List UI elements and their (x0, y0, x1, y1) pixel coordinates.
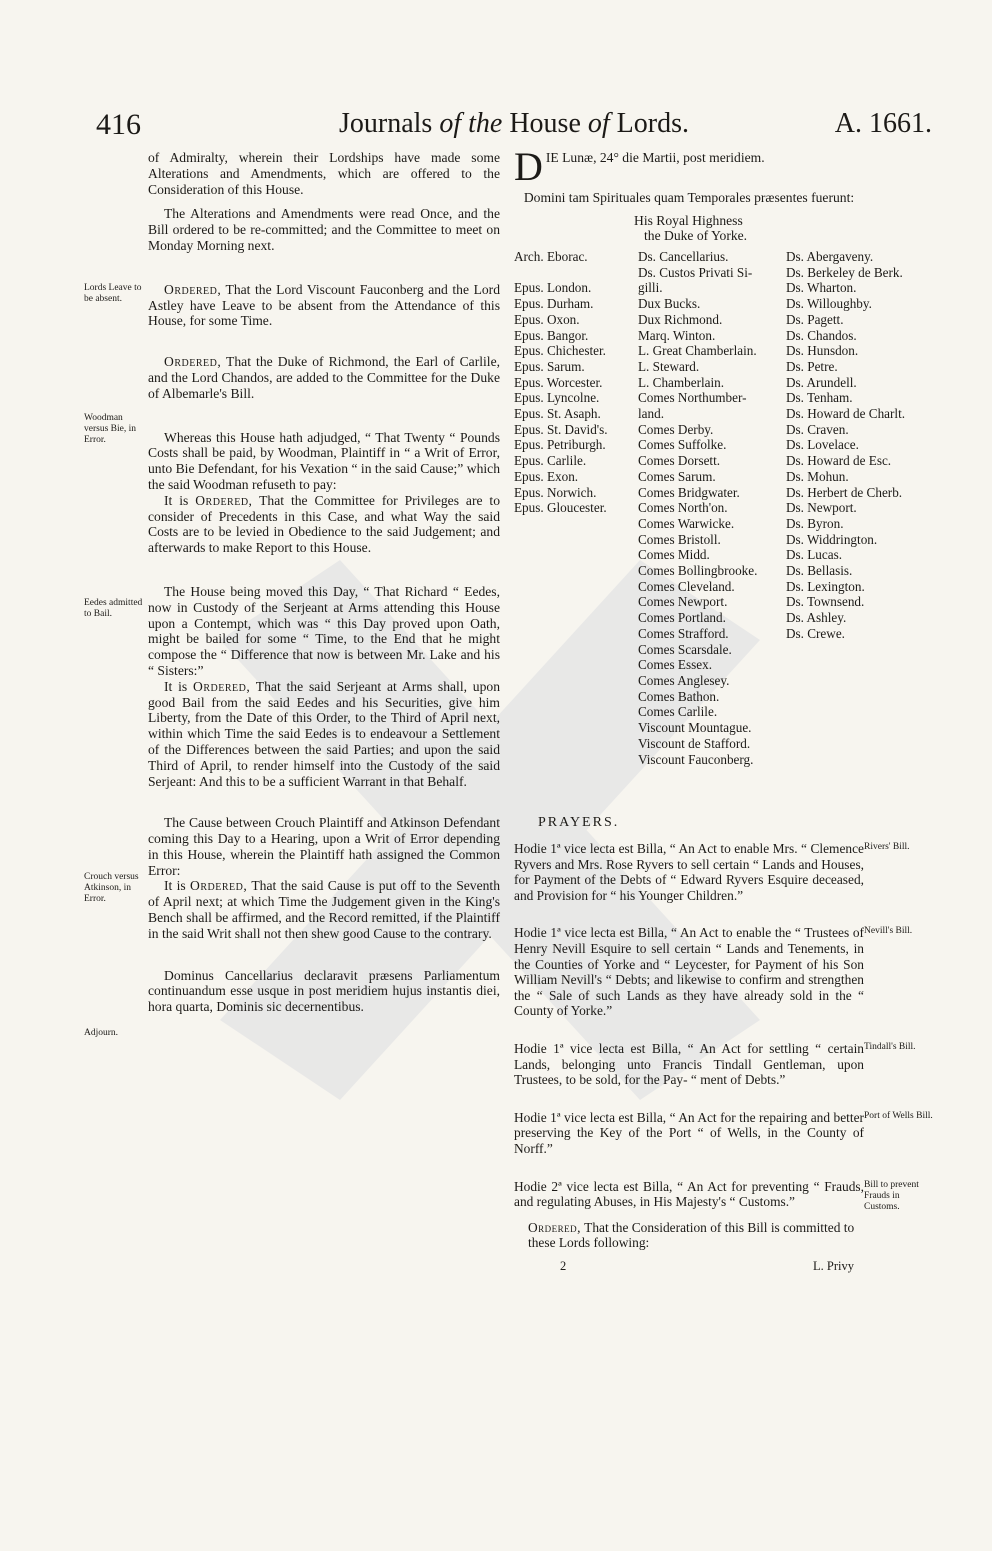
paragraph-text: That the Committee for Privileges are to consider of Precedents in this Case, and what Way the said Costs are to be levied in Obedience to the said Judgement; and afterwards to make Report to this House. (148, 492, 501, 556)
lord-entry: Viscount Mountague. (638, 720, 752, 736)
present-line: Domini tam Spirituales quam Temporales præsentes fuerunt: (523, 190, 855, 205)
title-part: Journals (339, 108, 440, 139)
lord-entry: Comes Cleveland. (638, 578, 735, 594)
ordered-label: Ordered, (190, 878, 248, 894)
page-header (96, 108, 932, 142)
lord-entry: Epus. Norwich. (514, 484, 597, 500)
lord-entry: Marq. Winton. (638, 327, 716, 343)
lord-entry: Ds. Petre. (786, 358, 838, 374)
lord-entry: Ds. Townsend. (786, 594, 865, 610)
lord-entry: Epus. Carlile. (514, 453, 587, 469)
signature-mark: 2 (560, 1258, 567, 1273)
paragraph: The Cause between Crouch Plaintiff and Atkinson Defendant coming this Day to a Hearing, upon a Writ of Error depending in this House, wherein the Plaintiff hath assigned the Common Error: (148, 815, 500, 878)
lord-entry: Arch. Eborac. (514, 249, 588, 264)
lord-entry: Comes Bathon. (638, 688, 720, 704)
lord-entry: Epus. Lyncolne. (514, 390, 600, 406)
bill-text: Hodie 1ª vice lecta est Billa, “ An Act to enable Mrs. “ Clemence Ryvers and Mrs. Rose Ryvers to sell certain “ Lands and Houses, for Payment of the Debts of “ Edward Ryvers Esquire deceased, and Provision for “ his Younger Children.” (514, 841, 864, 903)
paragraph-text: That the Lord Viscount Fauconberg and the Lord Astley have Leave to be absent from the Attendance of this House, for some Time. (148, 281, 500, 329)
lord-entry: Ds. Tenham. (786, 390, 853, 406)
title-part: of (587, 108, 617, 139)
lord-entry: Comes Midd. (638, 547, 710, 563)
bill-text: Hodie 1ª vice lecta est Billa, “ An Act to enable the “ Trustees of Henry Nevill Esquire to sell certain “ Lands and Tenements, in the Counties of Yorke and “ Leycester, for Payment of his Son William Nevill's “ Debts; and likewise to confirm and strengthen the “ Sale of such Lands as they have already sold in the “ County of Yorke.” (514, 925, 864, 1019)
lord-entry: Ds. Lexington. (786, 578, 865, 594)
lord-entry: Comes Northumber- (638, 390, 747, 406)
ordered-label: Ordered, (164, 354, 222, 370)
paragraph (148, 679, 500, 790)
paragraph-text: That the Consideration of this Bill is committed to these Lords following: (528, 1219, 855, 1251)
lord-entry: Comes Bridgwater. (638, 484, 740, 500)
prayers-heading: PRAYERS. (538, 815, 620, 830)
bill-text: Hodie 1ª vice lecta est Billa, “ An Act for settling “ certain Lands, belonging unto Francis Tindall Gentleman, upon Trustees, to be sold, for the Pay- “ ment of Debts.” (514, 1040, 864, 1088)
bill-entry (514, 841, 864, 903)
catchword: L. Privy (813, 1258, 854, 1273)
lord-entry: Epus. Gloucester. (514, 500, 607, 516)
lord-entry: gilli. (638, 280, 663, 296)
page-number: 416 (96, 108, 141, 141)
sitting-heading (514, 144, 864, 189)
lord-entry: Comes Anglesey. (638, 672, 730, 688)
bill-entry (514, 1041, 864, 1088)
paragraph (148, 282, 500, 329)
drop-cap: D (514, 144, 543, 189)
royal-line: the Duke of Yorke. (644, 228, 748, 243)
lord-entry: land. (638, 406, 665, 422)
lord-entry: Ds. Abergaveny. (786, 249, 874, 264)
lord-entry: Ds. Crewe. (786, 625, 845, 641)
bill-text: Hodie 1ª vice lecta est Billa, “ An Act for the repairing and better preserving the Key of the Port “ of Wells, in the County of Norff.” (514, 1109, 864, 1156)
lord-entry: Epus. Durham. (514, 296, 594, 312)
margin-note: Crouch versus Atkinson, in Error. (84, 872, 139, 904)
bills-list (514, 841, 864, 1210)
lord-entry: Comes Bristoll. (638, 531, 721, 547)
lord-entry (514, 265, 608, 281)
lord-entry: Comes Newport. (638, 594, 728, 610)
lord-entry: Dux Bucks. (638, 296, 701, 312)
paragraph-text: It is (164, 878, 191, 894)
lord-entry: Epus. Chichester. (514, 343, 606, 359)
bill-margin-note: Bill to prevent Frauds in Customs. (864, 1179, 919, 1212)
margin-note: Adjourn. (84, 1028, 119, 1038)
royal-line: His Royal Highness (634, 213, 743, 228)
left-column (148, 150, 500, 1015)
paragraph (148, 878, 500, 941)
bill-text: Hodie 2ª vice lecta est Billa, “ An Act for preventing “ Frauds, and regulating Abuses, in His Majesty's “ Customs.” (514, 1178, 864, 1210)
lord-entry: L. Great Chamberlain. (638, 343, 757, 359)
bill-margin-note: Port of Wells Bill. (864, 1110, 933, 1121)
lord-entry: Viscount Fauconberg. (638, 751, 754, 767)
lords-column-temporal (638, 249, 757, 767)
paragraph (528, 1220, 864, 1251)
paragraph-text: It is (164, 678, 194, 694)
lord-entry: Epus. Oxon. (514, 311, 580, 327)
lord-entry: Comes Sarum. (638, 468, 716, 484)
paragraph (148, 354, 500, 401)
paragraph-text: It is (164, 492, 196, 508)
ordered-label: Ordered, (193, 678, 251, 694)
paragraph (148, 493, 500, 556)
lord-entry: Ds. Howard de Charlt. (786, 406, 906, 422)
lord-entry: Ds. Hunsdon. (786, 343, 859, 359)
lord-entry: Epus. St. Asaph. (514, 406, 601, 422)
lord-entry: Comes Dorsett. (638, 453, 721, 469)
lord-entry: Ds. Lovelace. (786, 437, 859, 453)
lord-entry: Ds. Newport. (786, 500, 857, 516)
lord-entry: Comes Warwicke. (638, 515, 735, 531)
paragraph-text: That the Duke of Richmond, the Earl of Carlile, and the Lord Chandos, are added to the Committee for the Duke of Albemarle's Bill. (148, 354, 500, 401)
paragraph: of Admiralty, wherein their Lordships have made some Alterations and Amendments, which are offered to the Consideration of this House. (148, 150, 500, 197)
lord-entry: Viscount de Stafford. (638, 735, 751, 751)
lord-entry: Ds. Widdrington. (786, 531, 878, 547)
paragraph: Whereas this House hath adjudged, “ That Twenty “ Pounds Costs shall be paid, by Woodman, Plaintiff in “ a Writ of Error, unto Bie Defendant, for his Vexation “ in the said Cause;” which the said Woodman refuseth to pay: (148, 429, 500, 492)
bill-entry (514, 1179, 864, 1210)
lord-entry: Ds. Cancellarius. (638, 249, 729, 264)
lord-entry: Epus. London. (514, 280, 592, 296)
lord-entry: Comes North'on. (638, 500, 728, 516)
lord-entry: Ds. Craven. (786, 421, 849, 437)
paragraph: The House being moved this Day, “ That Richard “ Eedes, now in Custody of the Serjeant at Arms attending this House upon a Contempt, which was “ this Day proved upon Oath, might be bailed for some “ Time, to the End that he might compose the “ Difference that now is between Mr. Lake and his “ Sisters:” (148, 583, 500, 678)
title-part: House (509, 108, 588, 139)
page-year: A. 1661. (834, 108, 932, 139)
paragraph-text: That the said Serjeant at Arms shall, upon good Bail from the said Eedes and his Securities, give him Liberty, from the Date of this Order, to the Third of April next, within which Time the said Eedes is to endeavour a Settlement of the Differences between the said Parties; and upon the said Third of April, to render himself into the Custody of the said Serjeant: And this to be a sufficient Warrant in that Behalf. (148, 678, 500, 789)
lord-entry: Epus. Petriburgh. (514, 437, 606, 453)
lord-entry: Comes Suffolke. (638, 437, 727, 453)
lord-entry: Epus. St. David's. (514, 421, 608, 437)
lords-column-barons (786, 249, 905, 642)
lord-entry: Ds. Herbert de Cherb. (786, 484, 903, 500)
lord-entry: Comes Scarsdale. (638, 641, 732, 657)
lord-entry: Ds. Byron. (786, 515, 844, 531)
lord-entry: Ds. Mohun. (786, 468, 849, 484)
lord-entry: Ds. Ashley. (786, 610, 847, 626)
lord-entry: Ds. Lucas. (786, 547, 843, 563)
page-footer (514, 1259, 864, 1275)
lord-entry: Ds. Wharton. (786, 280, 857, 296)
ordered-label: Ordered, (195, 492, 253, 508)
paragraph: Dominus Cancellarius declaravit præsens Parliamentum continuandum esse usque in post meridiem hujus instantis diei, hora quarta, Dominis sic decernentibus. (148, 967, 500, 1015)
lord-entry: Epus. Bangor. (514, 327, 589, 343)
lord-entry: Ds. Howard de Esc. (786, 453, 892, 469)
bill-margin-note: Tindall's Bill. (864, 1041, 916, 1052)
bill-margin-note: Rivers' Bill. (864, 842, 910, 852)
lords-present-list (514, 249, 906, 809)
lord-entry: Epus. Worcester. (514, 374, 603, 390)
margin-note: Lords Leave to be absent. (84, 283, 142, 304)
lord-entry: Comes Strafford. (638, 625, 729, 641)
margin-note: Eedes admitted to Bail. (84, 598, 143, 619)
title-part: Lords. (616, 108, 689, 139)
lord-entry: Dux Richmond. (638, 311, 723, 327)
lord-entry: Comes Carlile. (638, 704, 718, 720)
paragraph: The Alterations and Amendments were read Once, and the Bill ordered to be re-committed; and the Committee to meet on Monday Morning next. (148, 206, 500, 253)
ordered-label: Ordered, (164, 281, 222, 297)
royal-highness (634, 213, 864, 243)
sitting-date: IE Lunæ, 24° die Martii, post meridiem. (545, 150, 765, 165)
lords-column-spiritual (514, 249, 608, 516)
bill-margin-note: Nevill's Bill. (864, 926, 913, 937)
lord-entry: Epus. Exon. (514, 468, 579, 484)
lord-entry: Comes Bollingbrooke. (638, 563, 758, 579)
lord-entry: Ds. Custos Privati Si- (638, 264, 753, 280)
lord-entry: Ds. Pagett. (786, 311, 844, 327)
title-part: of the (439, 108, 510, 139)
bill-entry (514, 1110, 864, 1157)
lord-entry: Comes Essex. (638, 657, 712, 673)
lord-entry: Ds. Berkeley de Berk. (786, 264, 903, 280)
running-title (96, 108, 932, 140)
lord-entry: L. Steward. (638, 358, 700, 374)
bill-entry (514, 925, 864, 1019)
lord-entry: Ds. Arundell. (786, 374, 857, 390)
lord-entry: Ds. Willoughby. (786, 296, 872, 312)
lord-entry: Comes Portland. (638, 610, 726, 626)
margin-note: Woodman versus Bie, in Error. (84, 413, 136, 445)
ordered-label: Ordered, (528, 1219, 582, 1235)
lord-entry: Epus. Sarum. (514, 358, 585, 374)
lord-entry: Ds. Chandos. (786, 327, 857, 343)
lord-entry: L. Chamberlain. (638, 374, 725, 390)
lord-entry: Ds. Bellasis. (786, 563, 853, 579)
paragraph-text: That the said Cause is put off to the Seventh of April next; at which Time the Judgement given in the King's Bench shall be affirmed, and the Record remitted, if the Plaintiff in the said Writ shall not then shew good Cause to the contrary. (148, 878, 500, 941)
lord-entry: Comes Derby. (638, 421, 714, 437)
